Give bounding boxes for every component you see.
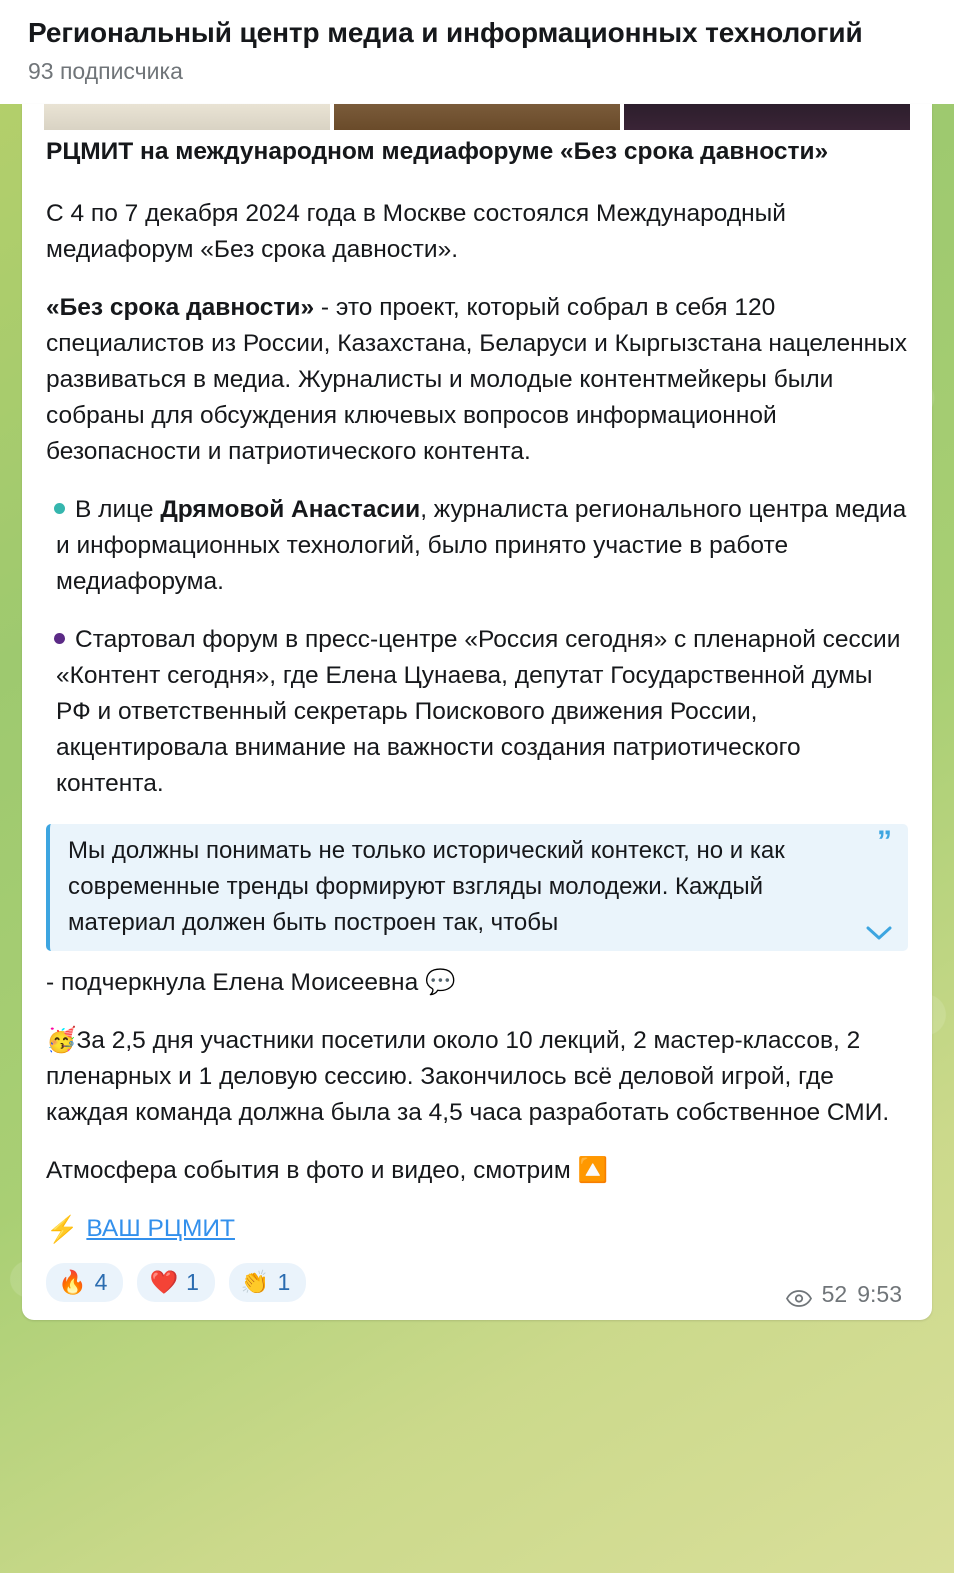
reaction-count: 4 xyxy=(94,1269,108,1295)
quote-attribution: - подчеркнула Елена Моисеевна 💬 xyxy=(46,969,456,996)
message-bullet-2 xyxy=(46,622,908,802)
bullet-2-text: Стартовал форум в пресс-центре «Россия сегодня» с пленарной сессии «Контент сегодня», где Елена Цунаева, депутат Государственной думы РФ и ответственный секретарь Поискового движения России, акцентировала внимание на важности создания патриотического контента. xyxy=(56,626,901,797)
clap-emoji-icon: 👏 xyxy=(240,1269,270,1295)
reaction-count: 1 xyxy=(186,1269,199,1295)
message-paragraph-2 xyxy=(46,290,908,470)
message-meta xyxy=(786,1281,902,1308)
bullet-1-post: , журналиста регионального центра медиа и информационных технологий, было принято участие в работе медиафорума. xyxy=(56,496,907,595)
channel-link[interactable]: ВАШ РЦМИТ xyxy=(86,1215,235,1242)
message-paragraph-4: Атмосфера события в фото и видео, смотрим 🔼 xyxy=(46,1157,609,1184)
media-thumbnail[interactable] xyxy=(334,104,620,130)
bullet-dot-icon xyxy=(54,503,65,514)
chat-background xyxy=(0,104,954,1573)
message-paragraph-3: 🥳За 2,5 дня участники посетили около 10 лекций, 2 мастер-классов, 2 пленарных и 1 деловую сессию. Закончилось всё деловой игрой, где каждая команда должна была за 4,5 часа разработать собственное СМИ. xyxy=(46,1027,890,1126)
message-bubble[interactable] xyxy=(22,104,932,1320)
chevron-down-icon[interactable] xyxy=(866,925,892,941)
message-text xyxy=(22,130,932,1247)
reaction-chip[interactable] xyxy=(46,1263,123,1302)
fire-emoji-icon: 🔥 xyxy=(58,1269,87,1295)
quote-mark-icon: ” xyxy=(877,825,892,858)
reaction-chip[interactable] xyxy=(137,1263,214,1302)
message-time: 9:53 xyxy=(857,1281,902,1307)
media-thumbnail[interactable] xyxy=(624,104,910,130)
view-count: 52 xyxy=(821,1281,848,1307)
media-album-strip[interactable] xyxy=(22,104,932,130)
eye-icon xyxy=(786,1286,812,1303)
reaction-count: 1 xyxy=(277,1269,291,1295)
person-name-bold: Дрямовой Анастасии xyxy=(160,496,421,523)
bolt-icon: ⚡ xyxy=(46,1214,79,1244)
page-title: Региональный центр медиа и информационных технологий xyxy=(28,17,863,48)
project-name-rest: - это проект, который собрал в себя 120 специалистов из России, Казахстана, Беларуси и Кыргызстана нацеленных развиваться в медиа. Журналисты и молодые контентмейкеры были собраны для обсуждения ключевых вопросов информационной безопасности и патриотического контента. xyxy=(46,294,907,465)
project-name-bold: «Без срока давности» xyxy=(46,294,315,321)
message-bullet-1 xyxy=(46,492,908,600)
channel-link-row[interactable] xyxy=(46,1211,908,1247)
bullet-1-pre: В лице xyxy=(75,496,161,523)
channel-header xyxy=(0,0,954,104)
subscriber-count: 93 подписчика xyxy=(28,58,183,84)
message-paragraph-1: С 4 по 7 декабря 2024 года в Москве состоялся Международный медиафорум «Без срока давности». xyxy=(46,200,786,263)
message-heading: РЦМИТ на международном медиафоруме «Без срока давности» xyxy=(46,138,829,165)
reaction-chip[interactable] xyxy=(229,1263,306,1302)
heart-emoji-icon: ❤️ xyxy=(149,1269,179,1295)
media-thumbnail[interactable] xyxy=(44,104,330,130)
quote-text: Мы должны понимать не только исторический контекст, но и как современные тренды формируют взгляды молодежи. Каждый материал должен быть построен так, чтобы xyxy=(68,837,785,936)
quote-block[interactable] xyxy=(46,824,908,951)
bullet-dot-icon xyxy=(54,633,65,644)
